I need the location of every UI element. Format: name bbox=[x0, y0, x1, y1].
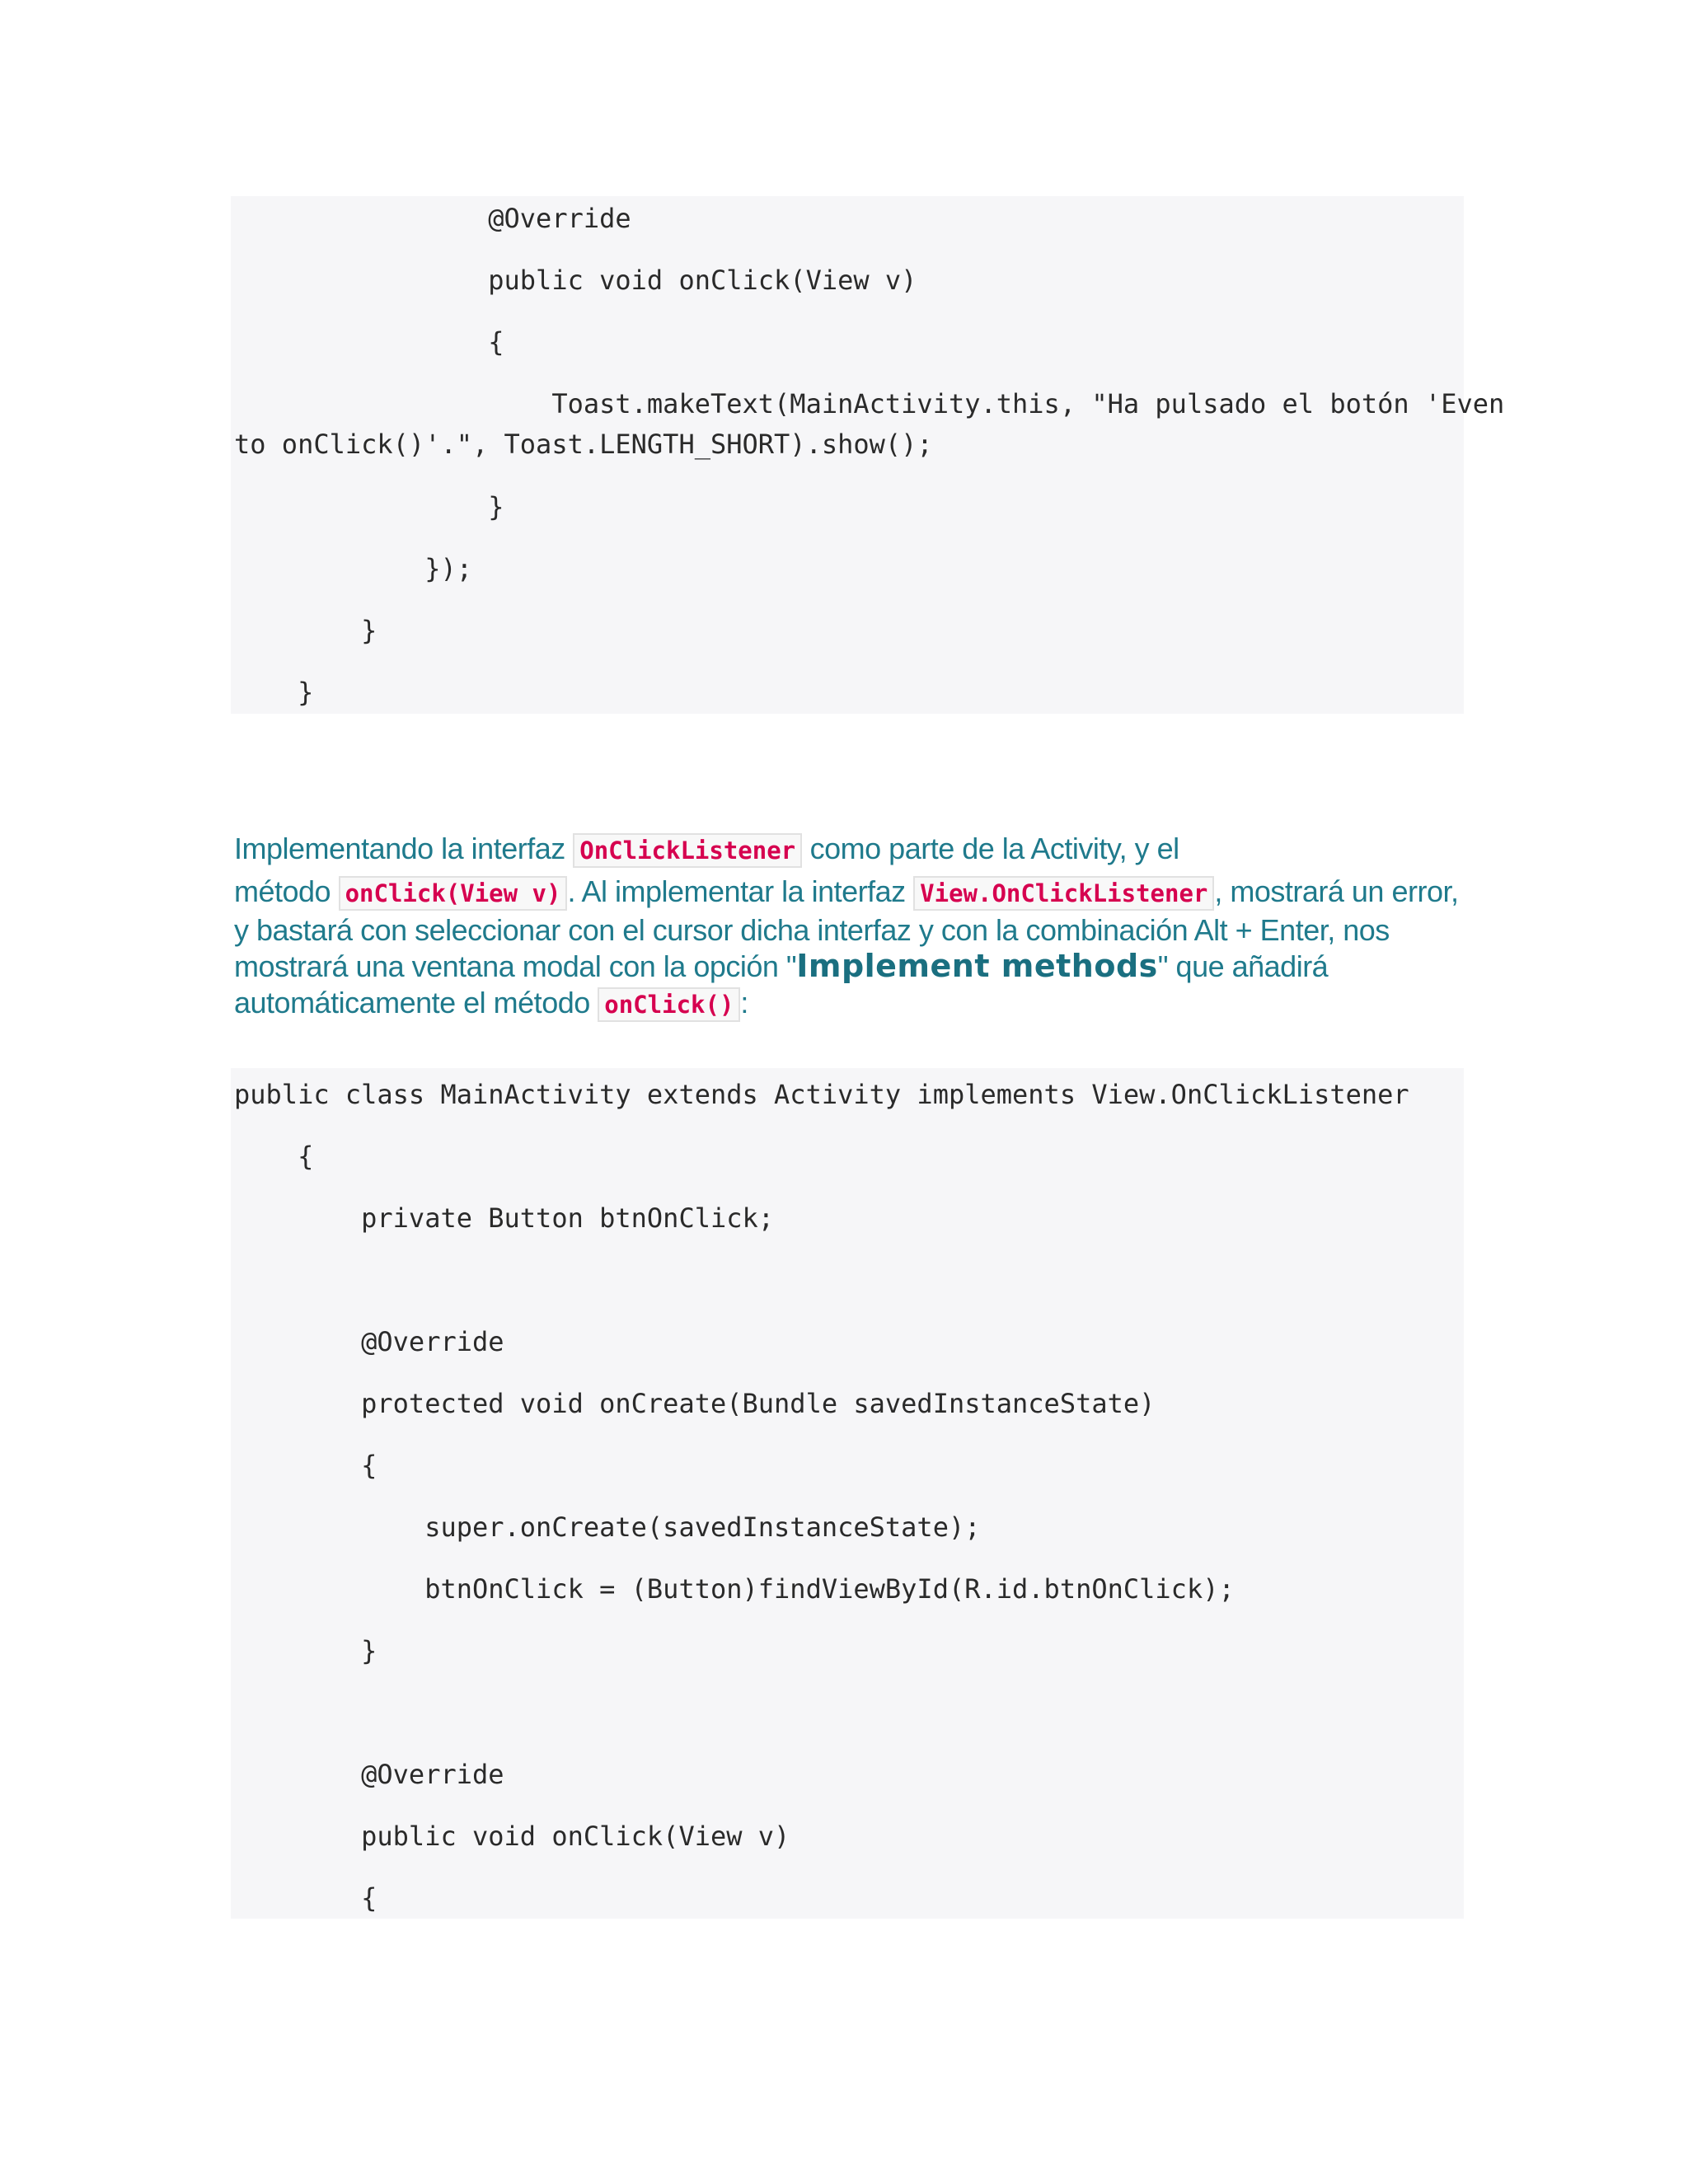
code-line: } bbox=[234, 491, 504, 523]
code-line: private Button btnOnClick; bbox=[234, 1202, 775, 1234]
code-line: Toast.makeText(MainActivity.this, "Ha pulsado el botón 'Even bbox=[234, 388, 1505, 419]
text: : bbox=[740, 986, 748, 1019]
code-line: { bbox=[234, 326, 504, 358]
text: mostrará una ventana modal con la opción " bbox=[234, 949, 797, 983]
text: método bbox=[234, 874, 339, 908]
code-line: @Override bbox=[234, 1759, 504, 1790]
code-line: @Override bbox=[234, 203, 631, 234]
code-line: public class MainActivity extends Activity implements View.OnClickListener bbox=[234, 1079, 1409, 1110]
code-line: @Override bbox=[234, 1326, 504, 1357]
inline-code: onClick(View v) bbox=[339, 876, 568, 911]
paragraph-line-1 bbox=[234, 831, 1179, 869]
code-line: protected void onCreate(Bundle savedInstanceState) bbox=[234, 1388, 1156, 1419]
paragraph-line-2 bbox=[234, 874, 1458, 912]
code-line: to onClick()'.", Toast.LENGTH_SHORT).show(); bbox=[234, 429, 933, 460]
text: " que añadirá bbox=[1157, 949, 1329, 983]
inline-code: onClick() bbox=[598, 987, 740, 1022]
code-line: { bbox=[234, 1141, 314, 1172]
text: , mostrará un error, bbox=[1214, 874, 1459, 908]
code-line: super.onCreate(savedInstanceState); bbox=[234, 1511, 981, 1543]
code-line: } bbox=[234, 1635, 377, 1666]
text: automáticamente el método bbox=[234, 986, 598, 1019]
inline-code: View.OnClickListener bbox=[913, 876, 1214, 911]
text: como parte de la Activity, y el bbox=[802, 832, 1179, 865]
code-line: { bbox=[234, 1450, 377, 1481]
text: Implementando la interfaz bbox=[234, 832, 574, 865]
code-line: { bbox=[234, 1882, 377, 1914]
code-line: } bbox=[234, 615, 377, 646]
code-line: }); bbox=[234, 553, 472, 584]
strong-text: Implement methods bbox=[796, 948, 1158, 984]
paragraph-line-5 bbox=[234, 985, 748, 1023]
text: . Al implementar la interfaz bbox=[567, 874, 914, 908]
code-line: btnOnClick = (Button)findViewById(R.id.btnOnClick); bbox=[234, 1573, 1235, 1605]
code-line: public void onClick(View v) bbox=[234, 265, 917, 296]
code-block-2 bbox=[231, 1068, 1464, 1919]
code-line: public void onClick(View v) bbox=[234, 1821, 790, 1852]
paragraph-line-3: y bastará con seleccionar con el cursor dicha interfaz y con la combinación Alt + Enter, nos bbox=[234, 913, 1390, 947]
paragraph-line-4 bbox=[234, 948, 1328, 985]
inline-code: OnClickListener bbox=[573, 833, 802, 868]
code-line: } bbox=[234, 677, 314, 708]
code-block-1 bbox=[231, 196, 1505, 714]
